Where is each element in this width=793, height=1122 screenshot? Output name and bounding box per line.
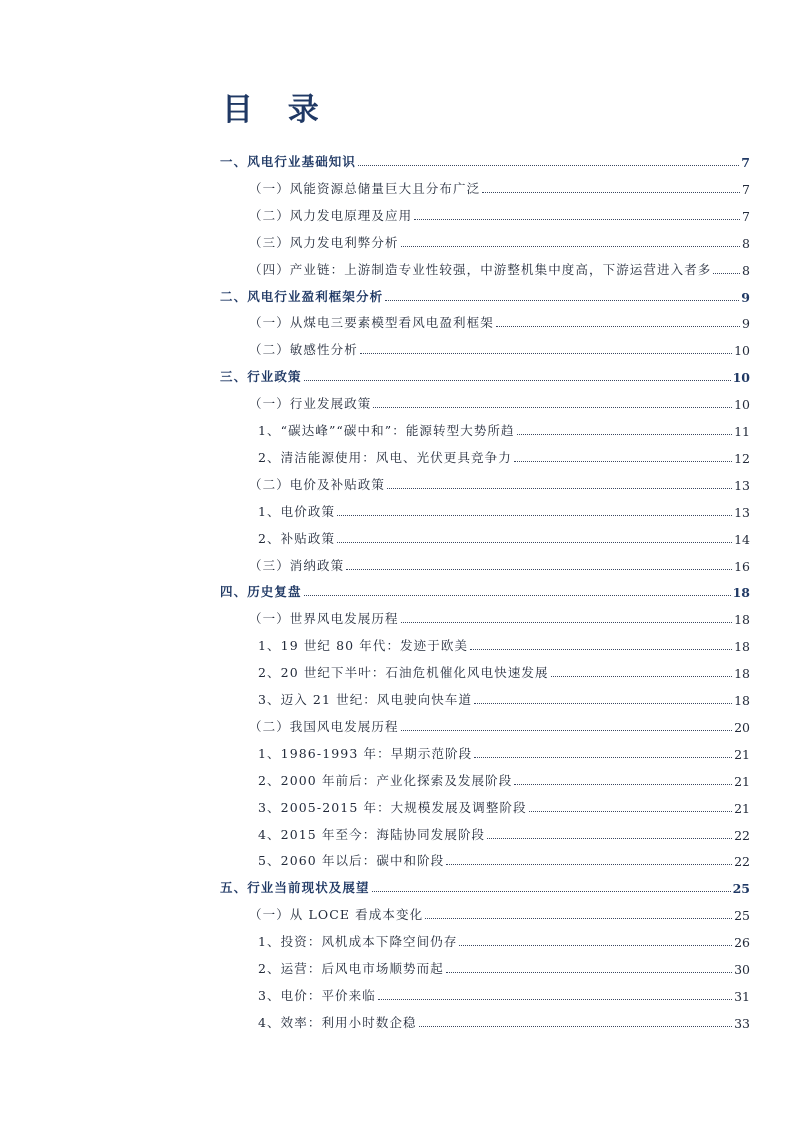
toc-leader-dots	[373, 407, 732, 408]
toc-leader-dots	[514, 784, 732, 785]
toc-page-number: 13	[734, 504, 750, 520]
toc-page-number: 33	[734, 1015, 750, 1031]
toc-entry-text: 3、迈入 21 世纪：风电驶向快车道	[258, 692, 473, 707]
toc-entry[interactable]	[249, 256, 750, 278]
toc-page-number: 9	[741, 289, 750, 305]
toc-leader-dots	[387, 488, 732, 489]
toc-entry-text: 2、清洁能源使用：风电、光伏更具竞争力	[258, 449, 512, 465]
toc-entry-text: （一）从煤电三要素模型看风电盈利框架	[249, 315, 494, 331]
toc-entry[interactable]	[220, 148, 750, 170]
toc-leader-dots	[304, 595, 731, 596]
toc-leader-dots	[459, 945, 732, 946]
toc-page-number: 16	[734, 558, 750, 574]
toc-page-number: 10	[734, 343, 750, 359]
toc-leader-dots	[514, 461, 732, 462]
toc-entry-text: 1、投资：风机成本下降空间仍存	[258, 934, 458, 950]
toc-page-number: 21	[734, 773, 750, 789]
toc-entry[interactable]	[249, 390, 750, 412]
toc-entry[interactable]	[258, 686, 750, 708]
toc-entry[interactable]	[249, 605, 750, 627]
toc-entry-text: （二）敏感性分析	[249, 342, 358, 358]
toc-page-number: 18	[734, 612, 750, 628]
toc-page-number: 18	[732, 585, 750, 601]
toc-entry-text: （一）行业发展政策	[249, 396, 372, 412]
toc-entry[interactable]	[249, 901, 750, 923]
toc-entry-text: 3、电价：平价来临	[258, 987, 376, 1003]
toc-entry[interactable]	[220, 578, 750, 600]
toc-page-number: 18	[734, 693, 750, 708]
toc-leader-dots	[401, 730, 732, 731]
toc-entry[interactable]	[249, 552, 750, 574]
toc-entry[interactable]	[249, 202, 750, 224]
toc-entry[interactable]	[258, 498, 750, 520]
toc-page-number: 22	[734, 827, 750, 843]
toc-leader-dots	[360, 353, 732, 354]
toc-leader-dots	[446, 972, 732, 973]
toc-leader-dots	[529, 811, 732, 812]
toc-page-number: 30	[734, 962, 750, 977]
toc-leader-dots	[487, 838, 732, 839]
toc-page-number: 21	[734, 800, 750, 816]
toc-page-number: 8	[742, 262, 750, 278]
toc-entry-text: 5、2060 年以后：碳中和阶段	[258, 853, 445, 869]
toc-leader-dots	[551, 676, 732, 677]
toc-entry-text: 4、2015 年至今：海陆协同发展阶段	[258, 826, 486, 842]
toc-leader-dots	[304, 380, 731, 381]
toc-entry[interactable]	[220, 874, 750, 896]
toc-entry-text: （一）世界风电发展历程	[249, 611, 399, 627]
toc-leader-dots	[446, 864, 732, 865]
toc-entry-text: 2、补贴政策	[258, 530, 336, 546]
toc-page-number: 20	[734, 719, 750, 735]
toc-leader-dots	[401, 622, 732, 623]
toc-leader-dots	[385, 300, 739, 301]
toc-entry[interactable]	[258, 1009, 750, 1031]
toc-entry[interactable]	[258, 821, 750, 843]
toc-page-number: 21	[734, 746, 750, 762]
toc-page-number: 13	[734, 477, 750, 493]
toc-entry-text: 五、行业当前现状及展望	[220, 880, 370, 896]
toc-page-number: 31	[734, 988, 750, 1004]
toc-entry-text: 三、行业政策	[220, 369, 302, 385]
toc-entry-text: 一、风电行业基础知识	[220, 154, 357, 169]
toc-entry-text: 1、“碳达峰”“碳中和”：能源转型大势所趋	[258, 423, 515, 438]
toc-leader-dots	[337, 542, 732, 543]
toc-entry[interactable]	[258, 767, 750, 789]
toc-leader-dots	[401, 246, 740, 247]
toc-entry-text: （二）电价及补贴政策	[249, 476, 386, 492]
toc-page-number: 14	[734, 531, 750, 547]
toc-entry[interactable]	[258, 632, 750, 654]
toc-entry-text: （二）风力发电原理及应用	[249, 207, 413, 223]
toc-entry[interactable]	[258, 740, 750, 762]
toc-page-number: 25	[732, 881, 750, 897]
toc-leader-dots	[372, 891, 731, 892]
toc-page-number: 25	[734, 908, 750, 924]
toc-entry-text: 1、1986-1993 年：早期示范阶段	[258, 745, 473, 761]
page-title: 目 录	[222, 92, 331, 128]
toc-entry[interactable]	[249, 471, 750, 493]
toc-entry-text: （一）风能资源总储量巨大且分布广泛	[249, 180, 481, 196]
toc-entry-text: 1、电价政策	[258, 503, 336, 519]
toc-entry[interactable]	[258, 444, 750, 466]
toc-page-number: 12	[734, 450, 750, 466]
toc-entry-text: （四）产业链：上游制造专业性较强，中游整机集中度高，下游运营进入者多	[249, 261, 712, 277]
toc-entry[interactable]	[249, 175, 750, 197]
toc-entry-text: 2、2000 年前后：产业化探索及发展阶段	[258, 772, 513, 788]
toc-page-number: 10	[732, 370, 750, 386]
toc-entry[interactable]	[249, 229, 750, 251]
toc-leader-dots	[496, 326, 740, 327]
toc-entry[interactable]	[249, 336, 750, 358]
toc-entry-text: （三）风力发电利弊分析	[249, 234, 399, 250]
toc-entry[interactable]	[249, 309, 750, 331]
toc-leader-dots	[358, 165, 739, 166]
toc-entry[interactable]	[249, 713, 750, 735]
toc-entry[interactable]	[258, 417, 750, 439]
toc-leader-dots	[414, 219, 740, 220]
toc-page-number: 7	[742, 208, 750, 224]
toc-entry[interactable]	[220, 363, 750, 385]
toc-entry-text: 2、运营：后风电市场顺势而起	[258, 961, 444, 976]
toc-page-number: 22	[734, 854, 750, 870]
toc-entry-text: 1、19 世纪 80 年代：发迹于欧美	[258, 638, 469, 654]
toc-page-number: 18	[734, 666, 750, 682]
toc-entry[interactable]	[258, 847, 750, 869]
toc-leader-dots	[517, 434, 732, 435]
toc-entry-text: （三）消纳政策	[249, 557, 345, 573]
toc-page-number: 10	[734, 397, 750, 413]
toc-entry-text: 四、历史复盘	[220, 584, 302, 600]
toc-page-number: 7	[742, 181, 750, 197]
toc-leader-dots	[713, 273, 740, 274]
toc-entry[interactable]	[258, 525, 750, 547]
toc-leader-dots	[482, 192, 740, 193]
toc-page-number: 7	[741, 155, 750, 170]
toc-entry-text: 4、效率：利用小时数企稳	[258, 1014, 417, 1030]
toc-entry[interactable]	[258, 955, 750, 977]
toc-entry-text: （一）从 LOCE 看成本变化	[249, 907, 424, 923]
toc-leader-dots	[470, 649, 732, 650]
toc-leader-dots	[419, 1026, 732, 1027]
toc-entry[interactable]	[258, 659, 750, 681]
toc-entry[interactable]	[258, 982, 750, 1004]
toc-page-number: 18	[734, 639, 750, 655]
toc-page-number: 11	[734, 424, 750, 439]
toc-page-number: 8	[742, 235, 750, 251]
toc-leader-dots	[378, 999, 732, 1000]
toc-leader-dots	[474, 757, 732, 758]
toc-entry-text: 2、20 世纪下半叶：石油危机催化风电快速发展	[258, 665, 549, 681]
toc-leader-dots	[346, 569, 732, 570]
toc-page-number: 26	[734, 935, 750, 951]
toc-entry[interactable]	[220, 283, 750, 305]
toc-entry[interactable]	[258, 928, 750, 950]
toc-leader-dots	[474, 703, 732, 704]
toc-leader-dots	[337, 515, 732, 516]
toc-entry-text: 3、2005-2015 年：大规模发展及调整阶段	[258, 799, 527, 815]
toc-leader-dots	[425, 918, 732, 919]
toc-entry-text: （二）我国风电发展历程	[249, 718, 399, 734]
toc-entry-text: 二、风电行业盈利框架分析	[220, 288, 384, 304]
toc-entry[interactable]	[258, 794, 750, 816]
toc-page-number: 9	[742, 316, 750, 332]
